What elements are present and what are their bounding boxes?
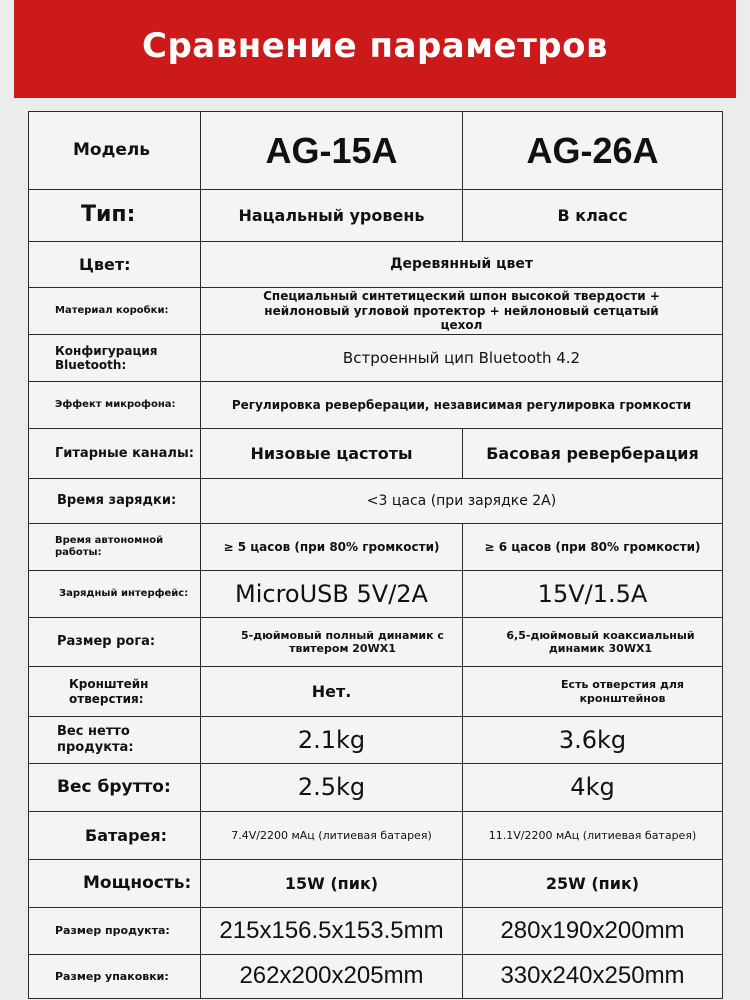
model-label: Модель [29,112,201,190]
cell-ag26a: Есть отверстия для кронштейнов [463,667,723,717]
table-row [29,524,723,571]
cell-ag15a: MicroUSB 5V/2A [201,571,463,618]
row-label: Кронштейн отверстия: [29,667,201,717]
cell-ag15a: 2.5kg [201,764,463,812]
row-label: Зарядный интерфейс: [29,571,201,618]
cell-ag15a: ≥ 5 цасов (при 80% громкости) [201,524,463,571]
table-row [29,667,723,717]
table-row-model [29,112,723,190]
row-label: Мощность: [29,860,201,908]
cell-shared: Встроенный цип Bluetooth 4.2 [201,335,723,382]
cell-ag15a: 15W (пик) [201,860,463,908]
table-row [29,717,723,764]
cell-ag26a: ≥ 6 цасов (при 80% громкости) [463,524,723,571]
row-label: Размер продукта: [29,908,201,955]
model-ag15a: AG-15A [201,112,463,190]
cell-ag15a: 215x156.5x153.5mm [201,908,463,955]
cell-ag15a: Нацальный уровень [201,190,463,242]
table-row [29,955,723,999]
row-label: Тип: [29,190,201,242]
cell-ag26a: 280x190x200mm [463,908,723,955]
cell-ag15a: 2.1kg [201,717,463,764]
cell-shared: Деревянный цвет [201,242,723,288]
cell-ag26a: 25W (пик) [463,860,723,908]
cell-ag15a: Нет. [201,667,463,717]
cell-ag26a: 4kg [463,764,723,812]
table-row [29,429,723,479]
row-label: Вес нетто продукта: [29,717,201,764]
cell-ag26a: В класс [463,190,723,242]
page-title: Сравнение параметров [142,26,608,66]
cell-ag26a: 11.1V/2200 мАц (литиевая батарея) [463,812,723,860]
row-label: Материал коробки: [29,288,201,335]
cell-ag15a: Низовые цастоты [201,429,463,479]
table-row [29,190,723,242]
cell-ag26a: 15V/1.5A [463,571,723,618]
row-label: Размер рога: [29,618,201,667]
table-row [29,812,723,860]
row-label: Вес брутто: [29,764,201,812]
table-row [29,479,723,524]
table-row [29,618,723,667]
cell-ag15a: 7.4V/2200 мАц (литиевая батарея) [201,812,463,860]
table-row [29,335,723,382]
row-label: Эффект микрофона: [29,382,201,429]
row-label: Время автономной работы: [29,524,201,571]
comparison-table [28,111,723,999]
cell-ag26a: Басовая реверберация [463,429,723,479]
cell-ag26a: 330x240x250mm [463,955,723,999]
cell-shared: Специальный синтетицеский шпон высокой твердости + нейлоновый угловой протектор + нейлоновый сетцатый цехол [201,288,723,335]
table-row [29,764,723,812]
row-label: Конфигурация Bluetooth: [29,335,201,382]
row-label: Цвет: [29,242,201,288]
table-row [29,908,723,955]
row-label: Батарея: [29,812,201,860]
row-label: Гитарные каналы: [29,429,201,479]
table-row [29,571,723,618]
table-row [29,860,723,908]
cell-ag26a: 6,5-дюймовый коаксиальный динамик 30WX1 [463,618,723,667]
table-row [29,382,723,429]
table-row [29,288,723,335]
row-label: Время зарядки: [29,479,201,524]
cell-shared: Регулировка реверберации, независимая регулировка громкости [201,382,723,429]
cell-ag26a: 3.6kg [463,717,723,764]
header-banner [14,0,736,98]
cell-shared: <3 цаса (при зарядке 2А) [201,479,723,524]
model-ag26a: AG-26A [463,112,723,190]
row-label: Размер упаковки: [29,955,201,999]
table-row [29,242,723,288]
cell-ag15a: 262x200x205mm [201,955,463,999]
cell-ag15a: 5-дюймовый полный динамик с твитером 20WX1 [201,618,463,667]
